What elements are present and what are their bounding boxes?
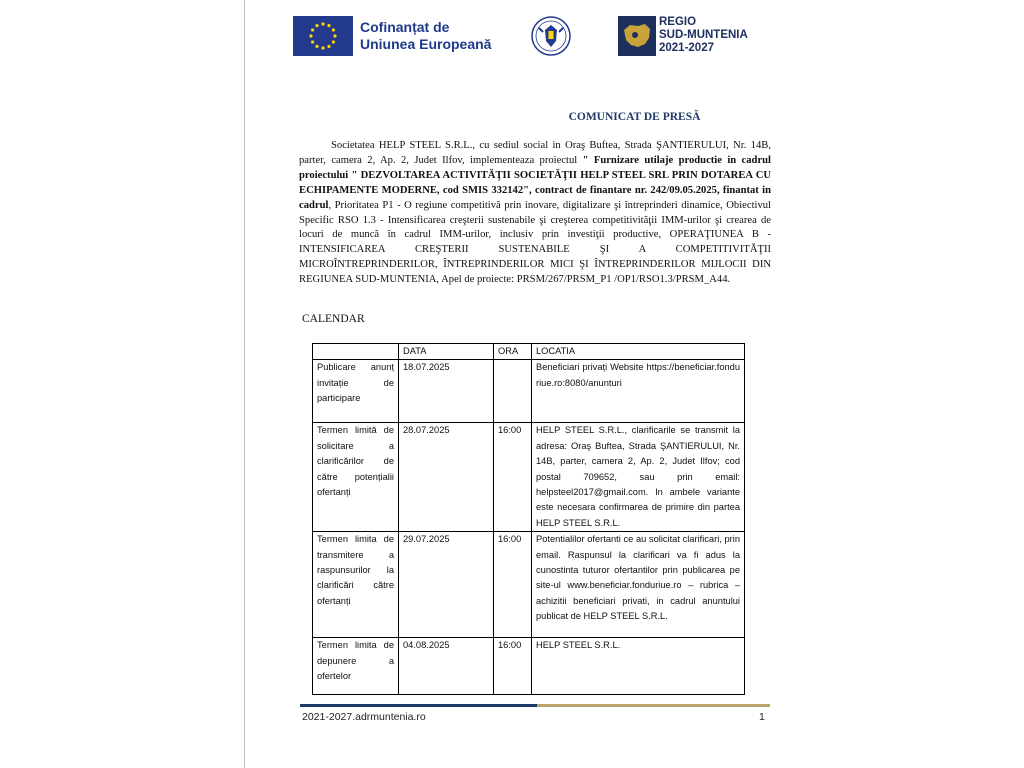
regio-map-icon	[618, 16, 656, 56]
eu-label-line2: Uniunea Europeană	[360, 36, 492, 52]
location-cell: HELP STEEL S.R.L.	[532, 638, 745, 695]
header-time: ORA	[494, 344, 532, 360]
time-cell: 16:00	[494, 638, 532, 695]
header-location: LOCATIA	[532, 344, 745, 360]
page-title: COMUNICAT DE PRESĂ	[568, 111, 701, 123]
activity-cell: Termen limită de solicitare a clarificărilor de către potențialii ofertanți	[313, 423, 399, 532]
location-cell: HELP STEEL S.R.L., clarificarile se transmit la adresa: Oraş Buftea, Strada ŞANTIERULUI, Nr. 14B, parter, camera 2, Ap. 2, Judet Ilfov; cod postal 709652, sau prin email: helpsteel2017@gmail.com. In ambele variante este necesara confirmarea de primire din partea HELP STEEL S.R.L.	[532, 423, 745, 532]
activity-cell: Termen limita de depunere a ofertelor	[313, 638, 399, 695]
time-cell	[494, 360, 532, 423]
date-cell: 18.07.2025	[399, 360, 494, 423]
eu-flag-icon	[293, 16, 353, 56]
location-cell: Potentialilor ofertanti ce au solicitat clarificari, prin email. Raspunsul la clarificari va fi adus la cunostinta tuturor ofertantilor prin publicarea pe site-ul www.beneficiar.fonduriue.ro – rubrica – achizitii beneficiari privati, in cadrul anuntului publicat de HELP STEEL S.R.L.	[532, 532, 745, 638]
document-page	[245, 0, 1024, 768]
footer-url: 2021-2027.adrmuntenia.ro	[302, 711, 426, 723]
footer-rule-blue	[300, 704, 537, 707]
table-row	[313, 638, 745, 695]
eu-cofinancing-label	[360, 19, 491, 53]
date-cell: 04.08.2025	[399, 638, 494, 695]
regio-line3: 2021-2027	[659, 42, 714, 54]
time-cell: 16:00	[494, 423, 532, 532]
calendar-header-row	[313, 344, 745, 360]
activity-cell: Publicare anunț invitație de participare	[313, 360, 399, 423]
regio-label	[659, 16, 748, 55]
footer-rule-gold	[537, 704, 770, 707]
page-number: 1	[759, 711, 765, 723]
date-cell: 29.07.2025	[399, 532, 494, 638]
romanian-government-crest-icon	[531, 16, 571, 56]
location-cell: Beneficiari privați Website https://beneficiar.fonduriue.ro:8080/anunturi	[532, 360, 745, 423]
activity-cell: Termen limita de transmitere a raspunsurilor la clarificări către ofertanți	[313, 532, 399, 638]
paragraph-segment-1: Societatea HELP STEEL S.R.L., cu sediul social in Oraş Buftea, Strada ŞANTIERULUI, Nr. 14B, parter, camera 2, Ap. 2, Judet Ilfov, implementeaza proiectul	[299, 140, 771, 166]
body-paragraph	[299, 139, 771, 288]
paragraph-segment-3: , Prioritatea P1 - O regiune competitivă prin inovare, digitalizare şi întreprinderi dinamice, Obiectivul Specific RSO 1.3 - Intensificarea creşterii sustenabile şi creşterea competitivităţii IMM-urilor şi crearea de locuri de muncă în cadrul IMM-urilor, inclusiv prin investiţii productive, OPERAŢIUNEA B - INTENSIFICAREA CREŞTERII SUSTENABILE ŞI A COMPETITIVITĂŢII MICROÎNTREPRINDERILOR, ÎNTREPRINDERILOR MICI ŞI ÎNTREPRINDERILOR MIJLOCII DIN REGIUNEA SUD-MUNTENIA, Apel de proiecte: PRSM/267/PRSM_P1 /OP1/RSO1.3/PRSM_A44.	[299, 199, 771, 286]
paragraph-segment-2-bold: " Furnizare utilaje productie in cadrul proiectului " DEZVOLTAREA ACTIVITĂŢII SOCIETĂŢII HELP STEEL SRL PRIN DOTAREA CU ECHIPAMENTE MODERNE, cod SMIS 332142", contract de finantare nr. 242/09.05.2025, finantat in cadrul	[299, 154, 771, 211]
calendar-heading: CALENDAR	[302, 313, 365, 325]
header-date: DATA	[399, 344, 494, 360]
regio-line1: REGIO	[659, 16, 697, 28]
header-activity	[313, 344, 399, 360]
time-cell: 16:00	[494, 532, 532, 638]
eu-label-line1: Cofinanțat de	[360, 19, 450, 35]
table-row	[313, 423, 745, 532]
date-cell: 28.07.2025	[399, 423, 494, 532]
table-row	[313, 360, 745, 423]
table-row	[313, 532, 745, 638]
calendar-table	[312, 343, 745, 695]
regio-line2: SUD-MUNTENIA	[659, 29, 748, 41]
